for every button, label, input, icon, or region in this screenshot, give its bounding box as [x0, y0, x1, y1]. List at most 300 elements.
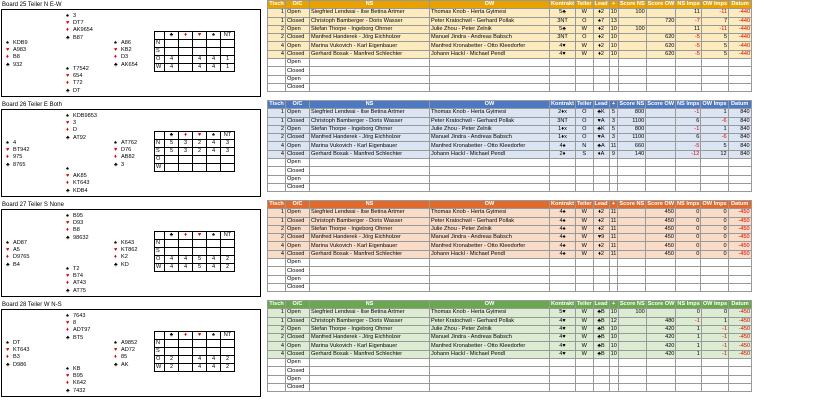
result-cell[interactable]: Julie Zhou - Peter Zelnik — [430, 225, 550, 233]
result-cell[interactable]: Johann Hackl - Michael Pendl — [430, 350, 550, 358]
result-cell[interactable]: ♣B — [593, 334, 609, 342]
column-header[interactable]: Teiler — [577, 101, 592, 108]
column-header[interactable]: + — [609, 201, 618, 209]
result-cell[interactable]: 4♥ — [550, 42, 576, 50]
result-cell[interactable]: W — [576, 250, 594, 258]
empty-cell[interactable] — [430, 367, 550, 375]
empty-cell[interactable] — [593, 75, 609, 83]
empty-cell[interactable] — [593, 259, 609, 267]
empty-cell[interactable] — [646, 183, 676, 191]
result-cell[interactable]: Open — [286, 42, 310, 50]
empty-cell[interactable] — [576, 275, 594, 283]
empty-cell[interactable] — [618, 183, 646, 191]
empty-cell[interactable] — [593, 183, 609, 191]
empty-cell[interactable] — [728, 283, 751, 291]
column-header[interactable]: NS — [310, 1, 430, 9]
column-header[interactable]: OW — [430, 301, 550, 309]
result-cell[interactable]: 1 — [268, 317, 286, 325]
result-cell[interactable]: Closed — [286, 317, 310, 325]
empty-cell[interactable] — [618, 259, 646, 267]
result-cell[interactable]: Closed — [286, 234, 310, 242]
result-cell[interactable]: W — [576, 217, 594, 225]
empty-cell[interactable] — [701, 275, 728, 283]
empty-cell[interactable] — [728, 183, 751, 191]
empty-cell[interactable] — [609, 183, 618, 191]
result-cell[interactable]: 450 — [646, 209, 676, 217]
result-cell[interactable]: -5 — [676, 42, 701, 50]
empty-cell[interactable] — [676, 359, 701, 367]
column-header[interactable]: OW Imps — [702, 101, 727, 108]
result-cell[interactable] — [646, 25, 676, 33]
empty-cell[interactable] — [646, 167, 676, 175]
result-cell[interactable]: Open — [286, 125, 310, 133]
column-header[interactable]: Score NS — [619, 101, 645, 108]
result-cell[interactable]: -450 — [729, 325, 752, 333]
result-cell[interactable]: Peter Kratochwil - Gerhard Pollak — [430, 217, 550, 225]
result-cell[interactable]: Stefan Thorpe - Ingeborg Ohrner — [310, 225, 430, 233]
empty-cell[interactable] — [576, 83, 594, 91]
column-header[interactable]: Lead — [594, 101, 608, 108]
result-cell[interactable]: ♦2 — [593, 250, 609, 258]
result-cell[interactable]: 1♦x — [550, 125, 576, 133]
empty-cell[interactable] — [701, 67, 728, 75]
empty-cell[interactable]: Open — [286, 175, 310, 183]
result-cell[interactable]: W — [576, 317, 594, 325]
result-cell[interactable]: -6 — [701, 117, 728, 125]
empty-cell[interactable] — [701, 159, 728, 167]
result-cell[interactable]: Manfred Kronabetter - Otto Kleedorfer — [430, 142, 550, 150]
result-cell[interactable]: 450 — [646, 225, 676, 233]
result-cell[interactable]: 2♦x — [550, 109, 576, 117]
result-cell[interactable]: 11 — [676, 9, 701, 17]
result-cell[interactable]: ♣B — [593, 325, 609, 333]
result-cell[interactable]: Gerhard Bosak - Manfred Schlechter — [310, 50, 430, 58]
result-cell[interactable]: 1 — [676, 325, 701, 333]
empty-cell[interactable] — [618, 367, 646, 375]
empty-cell[interactable] — [550, 367, 576, 375]
empty-cell[interactable] — [310, 275, 430, 283]
column-header[interactable]: Tisch — [269, 101, 284, 108]
empty-cell[interactable] — [576, 375, 594, 383]
result-cell[interactable]: 7 — [701, 17, 728, 25]
empty-cell[interactable] — [268, 359, 286, 367]
column-header[interactable]: Score NS — [619, 201, 645, 208]
column-header[interactable]: + — [609, 1, 618, 9]
result-cell[interactable]: 1 — [268, 109, 286, 117]
empty-cell[interactable] — [550, 359, 576, 367]
empty-cell[interactable] — [609, 359, 618, 367]
empty-cell[interactable] — [576, 159, 594, 167]
result-cell[interactable]: ♥9 — [593, 234, 609, 242]
column-header[interactable]: Kontrakt — [551, 201, 574, 208]
column-header[interactable]: O/C — [286, 1, 310, 9]
empty-cell[interactable] — [618, 375, 646, 383]
empty-cell[interactable] — [609, 259, 618, 267]
result-cell[interactable]: 10 — [610, 326, 617, 333]
result-cell[interactable]: Closed — [286, 217, 310, 225]
empty-cell[interactable] — [701, 183, 728, 191]
result-cell[interactable]: 3 — [609, 117, 618, 125]
empty-cell[interactable] — [268, 259, 286, 267]
empty-cell[interactable] — [618, 75, 646, 83]
result-cell[interactable] — [646, 309, 676, 317]
result-cell[interactable]: -1 — [676, 125, 701, 133]
empty-cell[interactable] — [550, 175, 576, 183]
result-cell[interactable] — [618, 317, 646, 325]
column-header[interactable]: OW — [430, 1, 550, 9]
result-cell[interactable]: 10 — [610, 34, 617, 41]
result-cell[interactable]: Manuel Jindra - Andreas Babsch — [430, 334, 550, 342]
column-header[interactable]: Lead — [594, 301, 608, 308]
result-cell[interactable]: 11 — [676, 25, 701, 33]
column-header[interactable]: OW Imps — [702, 1, 728, 8]
column-header[interactable]: Tisch — [269, 1, 284, 8]
result-cell[interactable]: Stefan Thorpe - Ingeborg Ohrner — [310, 325, 430, 333]
empty-cell[interactable] — [676, 59, 701, 67]
column-header[interactable]: Kontrakt — [551, 1, 574, 8]
empty-cell[interactable] — [676, 159, 701, 167]
result-cell[interactable]: 0 — [701, 217, 728, 225]
empty-cell[interactable] — [676, 167, 701, 175]
empty-cell[interactable] — [310, 367, 430, 375]
result-cell[interactable]: 800 — [618, 109, 646, 117]
empty-cell[interactable] — [609, 59, 618, 67]
result-cell[interactable]: 4♠ — [550, 242, 576, 250]
empty-cell[interactable] — [430, 167, 550, 175]
empty-cell[interactable] — [576, 283, 594, 291]
empty-cell[interactable] — [268, 167, 286, 175]
result-cell[interactable]: Stefan Thorpe - Ingeborg Ohrner — [310, 25, 430, 33]
result-cell[interactable]: 0 — [676, 242, 701, 250]
empty-cell[interactable] — [646, 67, 676, 75]
result-cell[interactable]: Closed — [286, 117, 310, 125]
result-cell[interactable]: -440 — [729, 34, 752, 42]
result-cell[interactable]: 840 — [728, 150, 751, 158]
result-cell[interactable] — [646, 125, 676, 133]
result-cell[interactable]: 11 — [610, 142, 617, 149]
column-header[interactable]: Datum — [728, 101, 751, 109]
result-cell[interactable]: Open — [286, 225, 310, 233]
result-cell[interactable]: 4♥ — [550, 350, 576, 358]
empty-cell[interactable] — [268, 275, 286, 283]
result-cell[interactable]: 480 — [646, 317, 676, 325]
empty-cell[interactable] — [430, 275, 550, 283]
result-cell[interactable]: 420 — [646, 334, 676, 342]
result-cell[interactable]: 1 — [268, 209, 286, 217]
result-cell[interactable]: -450 — [729, 342, 752, 350]
column-header[interactable]: O/C — [286, 201, 310, 209]
empty-cell[interactable] — [268, 175, 286, 183]
result-cell[interactable]: -450 — [728, 234, 751, 242]
empty-cell[interactable] — [576, 175, 594, 183]
empty-cell[interactable] — [729, 383, 752, 391]
result-cell[interactable]: -1 — [701, 325, 728, 333]
empty-cell[interactable] — [618, 67, 646, 75]
result-cell[interactable]: 1 — [268, 17, 286, 25]
result-cell[interactable]: 2 — [268, 225, 286, 233]
empty-cell[interactable] — [593, 167, 609, 175]
result-cell[interactable] — [618, 350, 646, 358]
result-cell[interactable]: Open — [286, 9, 310, 17]
empty-cell[interactable] — [646, 367, 676, 375]
result-cell[interactable]: Closed — [286, 134, 310, 142]
result-cell[interactable]: Closed — [286, 34, 310, 42]
empty-cell[interactable] — [310, 167, 430, 175]
result-cell[interactable]: Manuel Jindra - Andreas Babsch — [430, 134, 550, 142]
column-header[interactable]: Score OW — [647, 301, 675, 308]
empty-cell[interactable] — [310, 267, 430, 275]
result-cell[interactable]: 3 — [609, 134, 618, 142]
result-cell[interactable]: 1 — [268, 117, 286, 125]
result-cell[interactable]: 4 — [268, 142, 286, 150]
empty-cell[interactable] — [701, 359, 728, 367]
result-cell[interactable]: 1100 — [618, 117, 646, 125]
empty-cell[interactable] — [618, 167, 646, 175]
result-cell[interactable]: W — [576, 234, 594, 242]
result-cell[interactable] — [618, 342, 646, 350]
result-cell[interactable] — [618, 225, 646, 233]
result-cell[interactable]: 5♣ — [550, 25, 576, 33]
empty-cell[interactable]: Closed — [286, 183, 310, 191]
result-cell[interactable]: Manfred Handerek - Jörg Eichholzer — [310, 334, 430, 342]
empty-cell[interactable] — [676, 67, 701, 75]
empty-cell[interactable] — [701, 175, 728, 183]
empty-cell[interactable] — [430, 175, 550, 183]
empty-cell[interactable] — [550, 59, 576, 67]
result-cell[interactable]: 10 — [610, 50, 617, 57]
empty-cell[interactable] — [676, 83, 701, 91]
result-cell[interactable] — [646, 109, 676, 117]
empty-cell[interactable] — [676, 367, 701, 375]
result-cell[interactable]: 4♠ — [550, 250, 576, 258]
result-cell[interactable]: 2 — [268, 334, 286, 342]
empty-cell[interactable] — [576, 183, 594, 191]
empty-cell[interactable] — [646, 283, 676, 291]
result-cell[interactable]: 2 — [268, 134, 286, 142]
result-cell[interactable] — [618, 217, 646, 225]
result-cell[interactable]: 13 — [610, 17, 617, 24]
result-cell[interactable]: 0 — [701, 250, 728, 258]
empty-cell[interactable] — [430, 383, 550, 391]
empty-cell[interactable]: Open — [286, 275, 310, 283]
result-cell[interactable]: 4♠ — [550, 234, 576, 242]
empty-cell[interactable] — [310, 283, 430, 291]
result-cell[interactable]: Gerhard Bosak - Manfred Schlechter — [310, 350, 430, 358]
result-cell[interactable]: -11 — [701, 25, 728, 33]
empty-cell[interactable] — [430, 267, 550, 275]
empty-cell[interactable]: Closed — [286, 367, 310, 375]
result-cell[interactable]: W — [576, 350, 594, 358]
column-header[interactable]: Datum — [729, 301, 752, 309]
result-cell[interactable]: Manfred Kronabetter - Otto Kleedorfer — [430, 342, 550, 350]
empty-cell[interactable] — [593, 175, 609, 183]
result-cell[interactable]: 620 — [646, 50, 676, 58]
empty-cell[interactable] — [609, 159, 618, 167]
result-cell[interactable]: 4♠ — [550, 225, 576, 233]
result-cell[interactable]: -450 — [728, 225, 751, 233]
result-cell[interactable]: 0 — [676, 250, 701, 258]
result-cell[interactable]: 11 — [610, 209, 617, 216]
empty-cell[interactable] — [550, 67, 576, 75]
empty-cell[interactable] — [310, 175, 430, 183]
column-header[interactable]: OW Imps — [702, 301, 728, 308]
result-cell[interactable] — [618, 209, 646, 217]
empty-cell[interactable]: Closed — [286, 383, 310, 391]
result-cell[interactable]: 5 — [701, 34, 728, 42]
column-header[interactable]: Score NS — [619, 1, 645, 8]
result-cell[interactable]: Julie Zhou - Peter Zelnik — [430, 325, 550, 333]
result-cell[interactable]: 1 — [676, 334, 701, 342]
result-cell[interactable]: -5 — [676, 50, 701, 58]
empty-cell[interactable] — [646, 383, 676, 391]
empty-cell[interactable] — [609, 383, 618, 391]
result-cell[interactable]: 2 — [268, 34, 286, 42]
column-header[interactable]: OW — [430, 201, 550, 209]
result-cell[interactable]: 4♥ — [550, 342, 576, 350]
empty-cell[interactable] — [729, 359, 752, 367]
result-cell[interactable]: 100 — [618, 309, 646, 317]
result-cell[interactable]: 10 — [610, 26, 617, 33]
empty-cell[interactable] — [676, 283, 701, 291]
result-cell[interactable]: Christoph Bamberger - Doris Wasser — [310, 117, 430, 125]
result-cell[interactable]: Johann Hackl - Michael Pendl — [430, 150, 550, 158]
empty-cell[interactable] — [550, 375, 576, 383]
result-cell[interactable] — [618, 50, 646, 58]
result-cell[interactable]: Siegfried Lendwai - Ilse Betina Artmer — [310, 309, 430, 317]
empty-cell[interactable] — [729, 59, 752, 67]
column-header[interactable]: NS — [310, 101, 430, 109]
empty-cell[interactable] — [618, 159, 646, 167]
result-cell[interactable] — [618, 17, 646, 25]
result-cell[interactable] — [618, 334, 646, 342]
empty-cell[interactable] — [268, 67, 286, 75]
result-cell[interactable]: -1 — [676, 317, 701, 325]
empty-cell[interactable] — [676, 383, 701, 391]
empty-cell[interactable] — [618, 383, 646, 391]
column-header[interactable]: NS Imps — [677, 1, 700, 8]
result-cell[interactable]: 4♥ — [550, 325, 576, 333]
result-cell[interactable]: ♦2 — [593, 217, 609, 225]
empty-cell[interactable] — [576, 67, 594, 75]
column-header[interactable]: + — [609, 301, 618, 309]
empty-cell[interactable] — [268, 283, 286, 291]
column-header[interactable]: Score OW — [647, 201, 674, 208]
empty-cell[interactable] — [550, 275, 576, 283]
result-cell[interactable]: -1 — [701, 350, 728, 358]
result-cell[interactable] — [646, 9, 676, 17]
result-cell[interactable]: Closed — [286, 50, 310, 58]
empty-cell[interactable] — [550, 283, 576, 291]
result-cell[interactable]: ♣B — [593, 342, 609, 350]
empty-cell[interactable] — [593, 67, 609, 75]
result-cell[interactable]: W — [576, 209, 594, 217]
result-cell[interactable]: 100 — [618, 25, 646, 33]
result-cell[interactable]: 10 — [610, 342, 617, 349]
empty-cell[interactable] — [676, 75, 701, 83]
column-header[interactable]: Teiler — [577, 201, 592, 208]
result-cell[interactable]: Manfred Handerek - Jörg Eichholzer — [310, 234, 430, 242]
result-cell[interactable]: ♦A — [593, 150, 609, 158]
result-cell[interactable]: 1 — [268, 9, 286, 17]
column-header[interactable]: Tisch — [269, 201, 284, 208]
result-cell[interactable]: W — [576, 42, 594, 50]
column-header[interactable]: O/C — [286, 301, 310, 309]
empty-cell[interactable] — [550, 267, 576, 275]
result-cell[interactable]: ♦2 — [593, 225, 609, 233]
empty-cell[interactable] — [728, 267, 751, 275]
result-cell[interactable]: 0 — [701, 242, 728, 250]
column-header[interactable]: Score OW — [647, 101, 674, 108]
result-cell[interactable]: Johann Hackl - Michael Pendl — [430, 250, 550, 258]
empty-cell[interactable] — [268, 75, 286, 83]
result-cell[interactable]: O — [576, 17, 594, 25]
result-cell[interactable]: O — [576, 125, 594, 133]
empty-cell[interactable] — [310, 83, 430, 91]
result-cell[interactable]: W — [576, 225, 594, 233]
column-header[interactable]: O/C — [286, 101, 310, 109]
result-cell[interactable]: 0 — [701, 209, 728, 217]
result-cell[interactable]: Peter Kratochwil - Gerhard Pollak — [430, 317, 550, 325]
result-cell[interactable]: ♠7 — [593, 17, 609, 25]
empty-cell[interactable] — [609, 175, 618, 183]
column-header[interactable]: Datum — [728, 201, 751, 209]
result-cell[interactable]: -450 — [729, 350, 752, 358]
result-cell[interactable]: 2 — [268, 25, 286, 33]
result-cell[interactable]: 1 — [676, 350, 701, 358]
result-cell[interactable]: Open — [286, 25, 310, 33]
result-cell[interactable]: Open — [286, 309, 310, 317]
result-cell[interactable]: -440 — [729, 42, 752, 50]
column-header[interactable]: Datum — [729, 1, 752, 9]
empty-cell[interactable] — [576, 267, 594, 275]
column-header[interactable]: NS Imps — [677, 201, 700, 208]
empty-cell[interactable]: Open — [286, 259, 310, 267]
empty-cell[interactable] — [593, 375, 609, 383]
empty-cell[interactable] — [676, 175, 701, 183]
result-cell[interactable]: 720 — [646, 17, 676, 25]
result-cell[interactable]: 4 — [268, 150, 286, 158]
empty-cell[interactable] — [618, 359, 646, 367]
empty-cell[interactable] — [310, 259, 430, 267]
result-cell[interactable]: Peter Kratochwil - Gerhard Pollak — [430, 17, 550, 25]
result-cell[interactable]: ♣B — [593, 350, 609, 358]
empty-cell[interactable] — [593, 83, 609, 91]
result-cell[interactable]: Julie Zhou - Peter Zelnik — [430, 125, 550, 133]
empty-cell[interactable] — [550, 183, 576, 191]
result-cell[interactable] — [646, 134, 676, 142]
result-cell[interactable]: Manfred Handerek - Jörg Eichholzer — [310, 34, 430, 42]
empty-cell[interactable] — [701, 83, 728, 91]
empty-cell[interactable] — [268, 59, 286, 67]
result-cell[interactable]: 1 — [268, 309, 286, 317]
column-header[interactable]: Kontrakt — [551, 301, 574, 308]
result-cell[interactable]: -6 — [701, 134, 728, 142]
result-cell[interactable]: 0 — [676, 234, 701, 242]
result-cell[interactable]: O — [576, 34, 594, 42]
result-cell[interactable]: Marina Vukovich - Karl Eigenbauer — [310, 42, 430, 50]
result-cell[interactable]: 840 — [728, 142, 751, 150]
empty-cell[interactable]: Open — [286, 359, 310, 367]
empty-cell[interactable] — [701, 367, 728, 375]
result-cell[interactable]: 450 — [646, 217, 676, 225]
result-cell[interactable]: 10 — [610, 9, 617, 16]
result-cell[interactable]: Open — [286, 209, 310, 217]
empty-cell[interactable]: Open — [286, 375, 310, 383]
result-cell[interactable]: 450 — [646, 242, 676, 250]
empty-cell[interactable] — [430, 59, 550, 67]
empty-cell[interactable] — [268, 375, 286, 383]
empty-cell[interactable]: Open — [286, 75, 310, 83]
